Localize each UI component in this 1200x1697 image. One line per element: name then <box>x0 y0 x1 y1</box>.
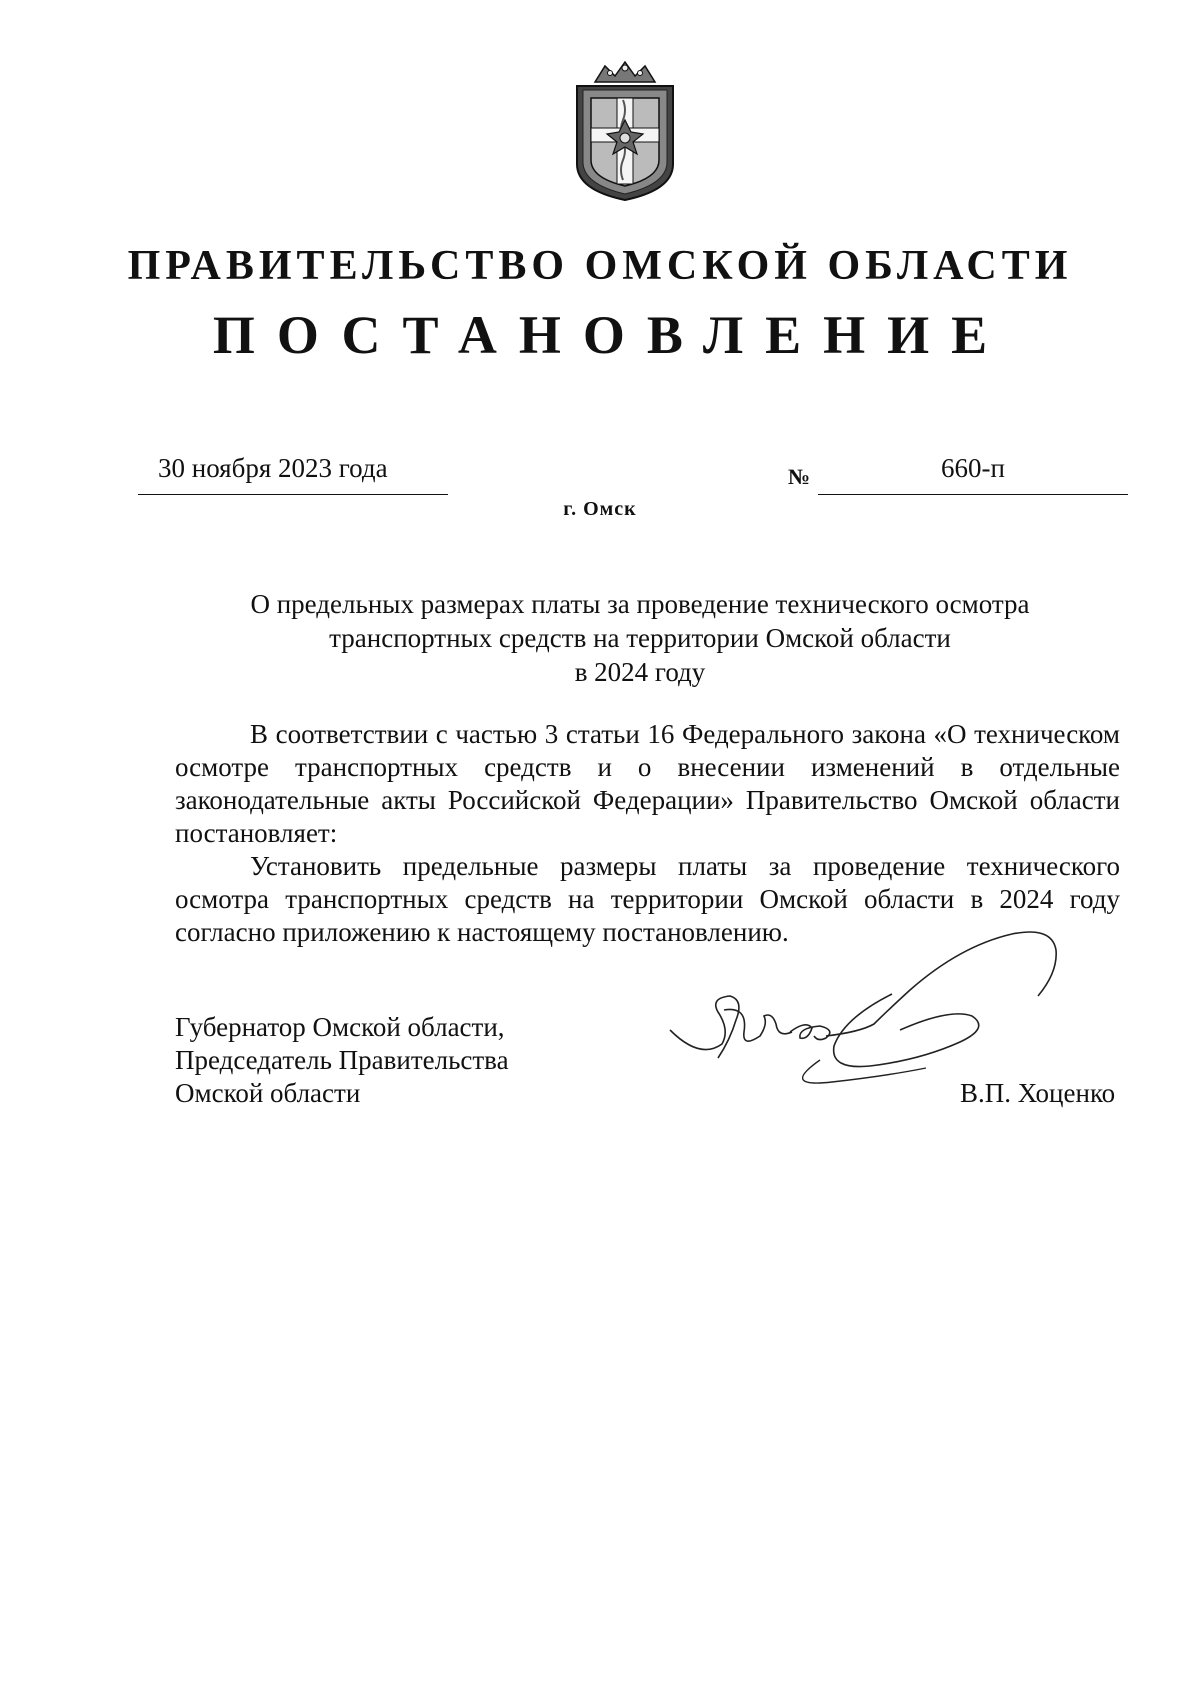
number-label: № <box>788 464 811 489</box>
document-type-title: ПОСТАНОВЛЕНИЕ <box>212 305 1010 365</box>
document-city: г. Омск <box>563 498 637 520</box>
signer-name: В.П. Хоценко <box>960 1078 1116 1108</box>
subject-line-1: О предельных размерах платы за проведение технического осмотра <box>250 589 1030 619</box>
subject-line-3: в 2024 году <box>574 657 706 687</box>
document-number: 660-п <box>941 453 1005 483</box>
body-paragraph-2: Установить предельные размеры платы за проведение технического осмотра транспортных средств на территории Омской области в 2024 году согласно приложению к настоящему постановлению. <box>175 851 1120 947</box>
document-date: 30 ноября 2023 года <box>158 453 388 483</box>
body-paragraph-1: В соответствии с частью 3 статьи 16 Федерального закона «О техническом осмотре транспортных средств и о внесении изменений в отдельные законодательные акты Российской Федерации» Правительство Омской области постановляет: <box>175 719 1120 848</box>
document-subject <box>200 587 1080 689</box>
position-line-1: Губернатор Омской области, <box>175 1012 505 1042</box>
subject-line-2: транспортных средств на территории Омской области <box>329 623 951 653</box>
position-line-2: Председатель Правительства <box>175 1045 509 1075</box>
signatory-position <box>175 1011 509 1110</box>
position-line-3: Омской области <box>175 1078 361 1108</box>
organization-title: ПРАВИТЕЛЬСТВО ОМСКОЙ ОБЛАСТИ <box>127 243 1073 289</box>
coat-of-arms-icon <box>565 60 685 202</box>
